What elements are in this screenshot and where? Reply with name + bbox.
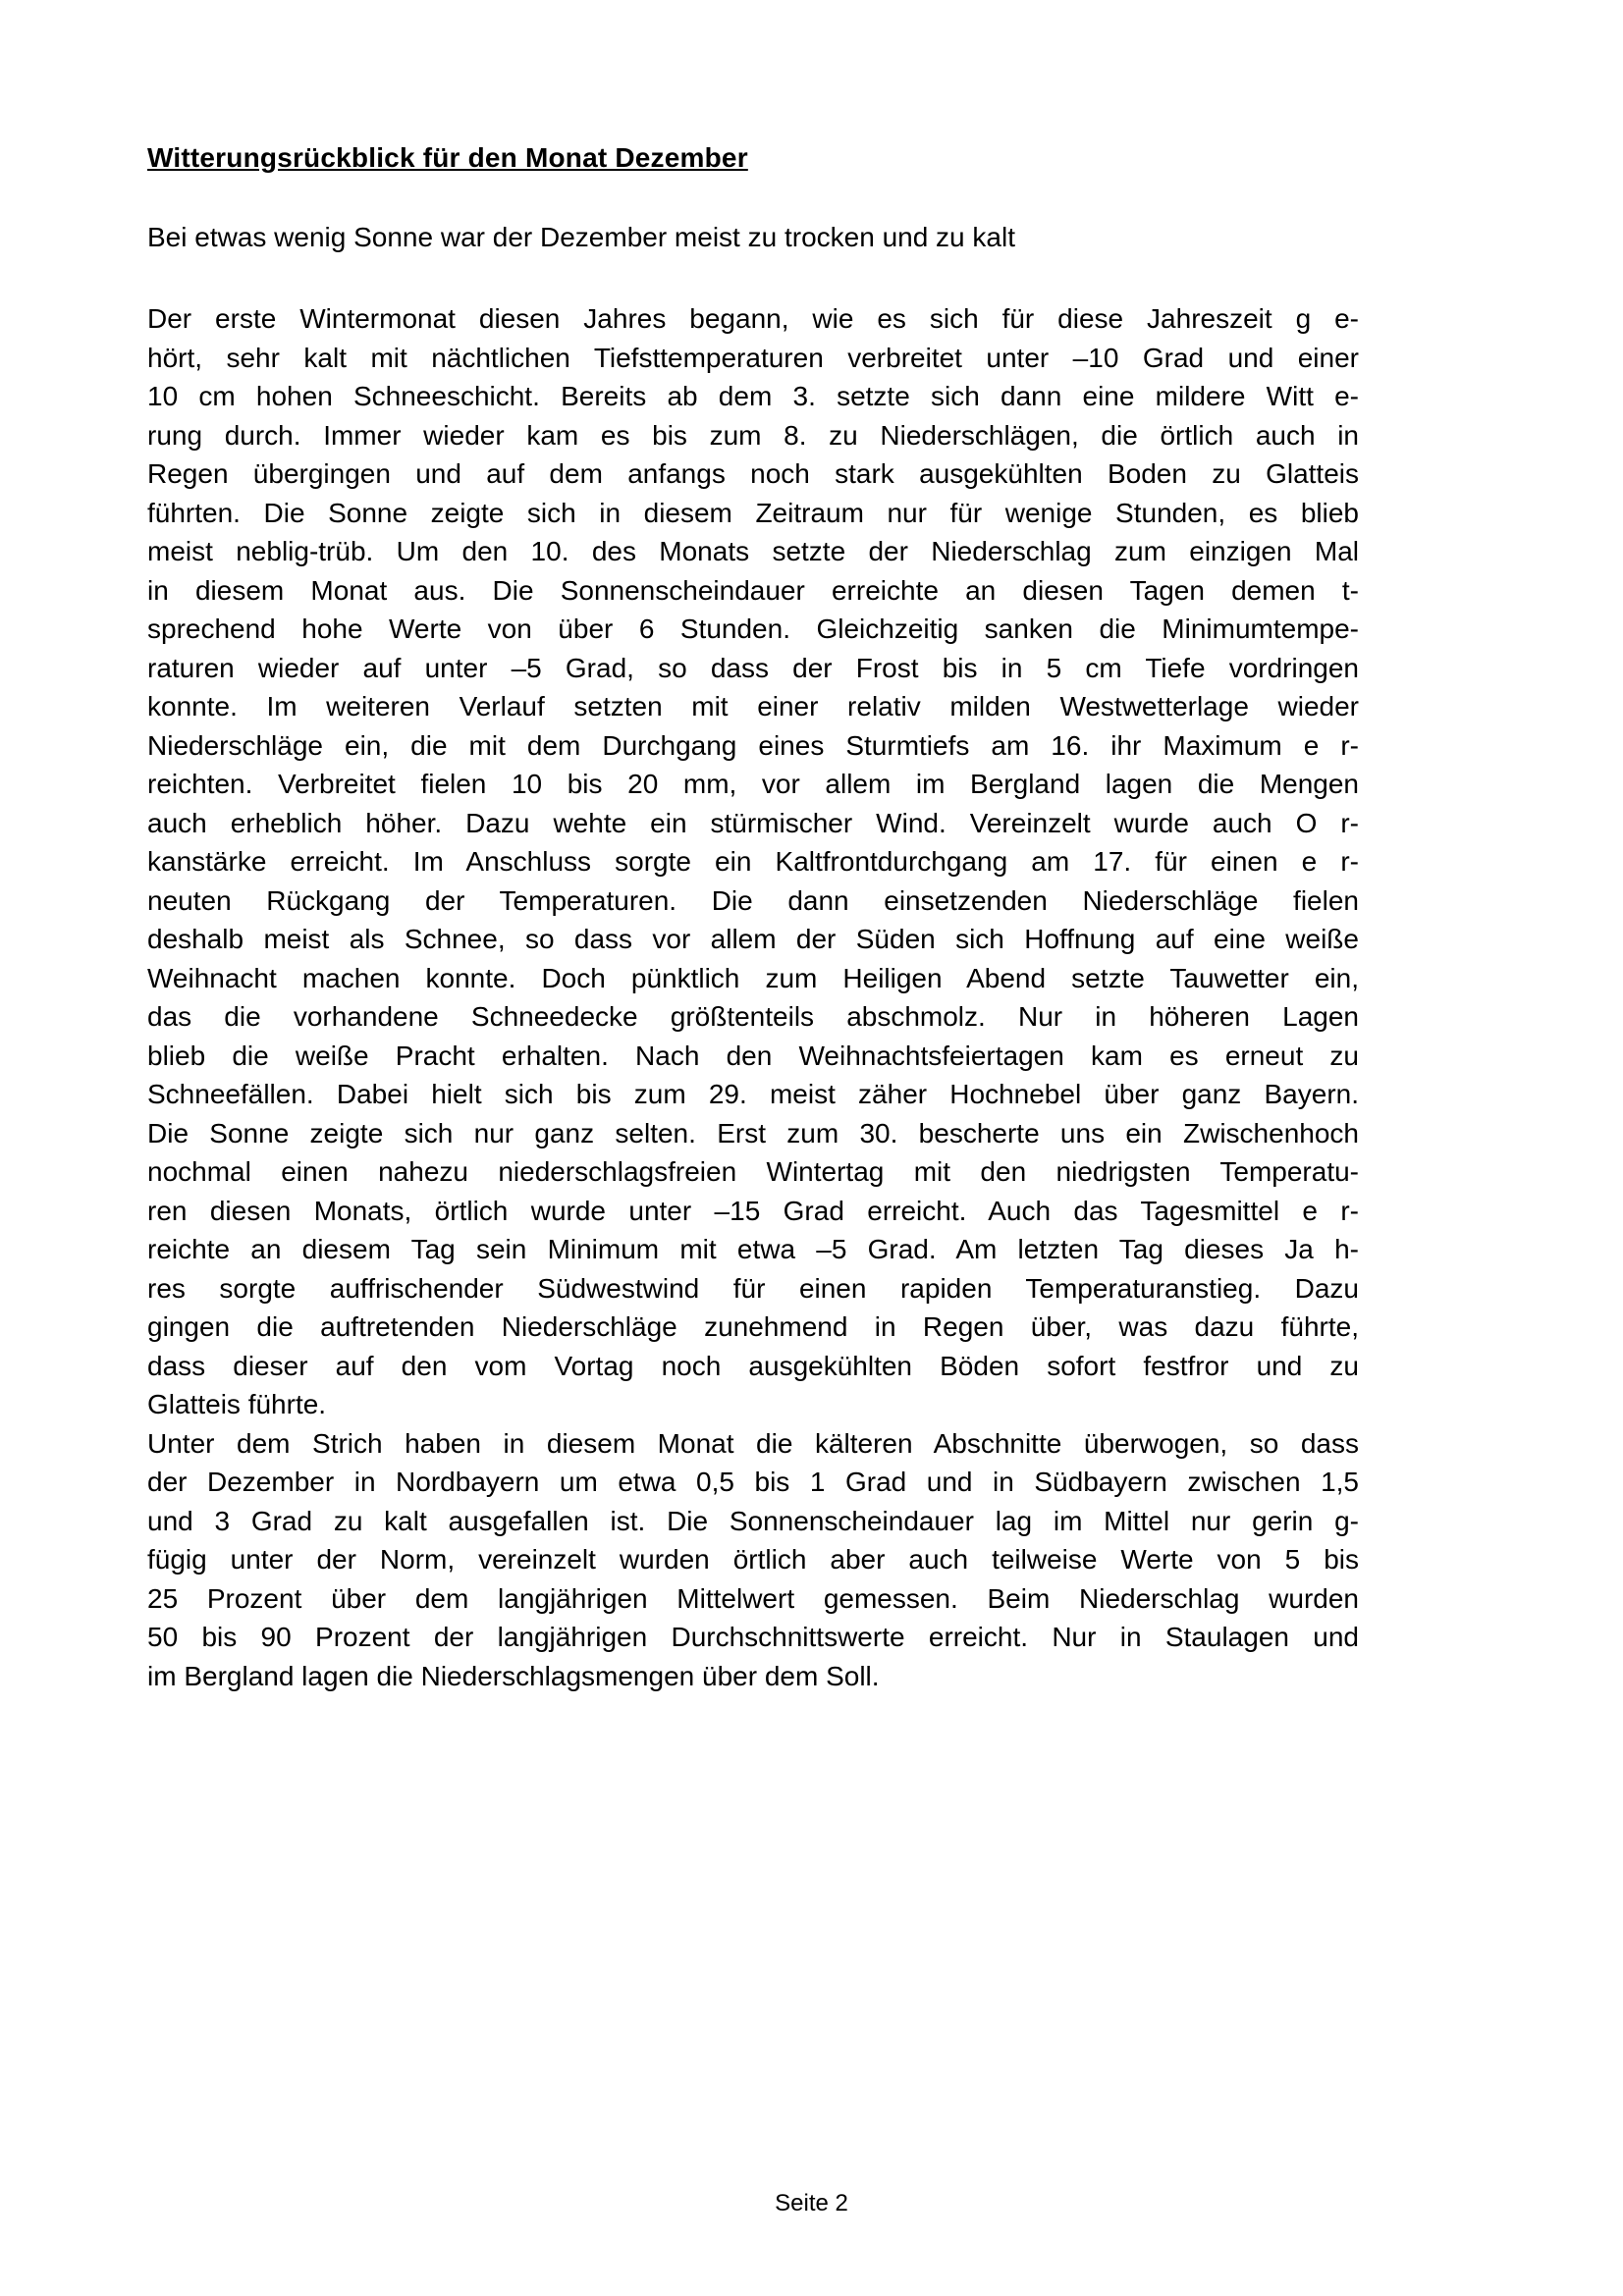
text-line: und 3 Grad zu kalt ausgefallen ist. Die Sonnenscheindauer lag im Mittel nur gerin g-	[147, 1505, 1359, 1536]
text-line: kanstärke erreicht. Im Anschluss sorgte ein Kaltfrontdurchgang am 17. für einen e r-	[147, 846, 1359, 877]
text-line: Der erste Wintermonat diesen Jahres begann, wie es sich für diese Jahreszeit g e-	[147, 303, 1359, 334]
text-line: sprechend hohe Werte von über 6 Stunden. Gleichzeitig sanken die Minimumtempe-	[147, 614, 1359, 644]
text-line: deshalb meist als Schnee, so dass vor allem der Süden sich Hoffnung auf eine weiße	[147, 924, 1359, 954]
text-line: Schneefällen. Dabei hielt sich bis zum 29. meist zäher Hochnebel über ganz Bayern.	[147, 1079, 1359, 1109]
document-body	[147, 299, 1359, 1695]
text-line: im Bergland lagen die Niederschlagsmengen über dem Soll.	[147, 1660, 880, 1691]
text-line: 50 bis 90 Prozent der langjährigen Durchschnittswerte erreicht. Nur in Staulagen und	[147, 1622, 1359, 1652]
text-line: das die vorhandene Schneedecke größtenteils abschmolz. Nur in höheren Lagen	[147, 1001, 1359, 1032]
text-line: 10 cm hohen Schneeschicht. Bereits ab dem 3. setzte sich dann eine mildere Witt e-	[147, 381, 1359, 411]
text-line: rung durch. Immer wieder kam es bis zum 8. zu Niederschlägen, die örtlich auch in	[147, 419, 1359, 451]
text-line: Niederschläge ein, die mit dem Durchgang eines Sturmtiefs am 16. ihr Maximum e r-	[147, 729, 1359, 761]
text-line: gingen die auftretenden Niederschläge zunehmend in Regen über, was dazu führte,	[147, 1311, 1359, 1342]
text-line: Unter dem Strich haben in diesem Monat die kälteren Abschnitte überwogen, so dass	[147, 1427, 1359, 1459]
text-line: dass dieser auf den vom Vortag noch ausgekühlten Böden sofort festfror und zu	[147, 1350, 1359, 1381]
text-line: hört, sehr kalt mit nächtlichen Tiefsttemperaturen verbreitet unter –10 Grad und einer	[147, 342, 1359, 373]
text-line: Weihnacht machen konnte. Doch pünktlich zum Heiligen Abend setzte Tauwetter ein,	[147, 962, 1359, 993]
text-line: Regen übergingen und auf dem anfangs noch stark ausgekühlten Boden zu Glatteis	[147, 458, 1359, 489]
text-line: raturen wieder auf unter –5 Grad, so dass der Frost bis in 5 cm Tiefe vordringen	[147, 652, 1359, 683]
text-line: der Dezember in Nordbayern um etwa 0,5 bis 1 Grad und in Südbayern zwischen 1,5	[147, 1467, 1359, 1497]
text-line: 25 Prozent über dem langjährigen Mittelwert gemessen. Beim Niederschlag wurden	[147, 1582, 1359, 1614]
text-line: res sorgte auffrischender Südwestwind für einen rapiden Temperaturanstieg. Dazu	[147, 1272, 1359, 1304]
text-line: auch erheblich höher. Dazu wehte ein stürmischer Wind. Vereinzelt wurde auch O r-	[147, 807, 1359, 838]
text-line: nochmal einen nahezu niederschlagsfreien Wintertag mit den niedrigsten Temperatu-	[147, 1156, 1359, 1187]
paragraph-1	[147, 299, 1359, 1424]
text-line: konnte. Im weiteren Verlauf setzten mit einer relativ milden Westwetterlage wieder	[147, 691, 1359, 721]
page-subtitle: Bei etwas wenig Sonne war der Dezember meist zu trocken und zu kalt	[147, 222, 1015, 252]
text-line: meist neblig-trüb. Um den 10. des Monats setzte der Niederschlag zum einzigen Mal	[147, 536, 1359, 566]
text-line: führten. Die Sonne zeigte sich in diesem Zeitraum nur für wenige Stunden, es blieb	[147, 497, 1359, 528]
page-number: Seite 2	[775, 2190, 848, 2216]
page-title: Witterungsrückblick für den Monat Dezember	[147, 142, 748, 173]
paragraph-2	[147, 1424, 1359, 1696]
text-line: reichte an diesem Tag sein Minimum mit etwa –5 Grad. Am letzten Tag dieses Ja h-	[147, 1234, 1359, 1264]
text-line: Die Sonne zeigte sich nur ganz selten. Erst zum 30. bescherte uns ein Zwischenhoch	[147, 1117, 1359, 1148]
text-line: in diesem Monat aus. Die Sonnenscheindauer erreichte an diesen Tagen demen t-	[147, 574, 1359, 606]
text-line: fügig unter der Norm, vereinzelt wurden örtlich aber auch teilweise Werte von 5 bis	[147, 1544, 1359, 1575]
text-line: Glatteis führte.	[147, 1389, 327, 1419]
text-line: blieb die weiße Pracht erhalten. Nach den Weihnachtsfeiertagen kam es erneut zu	[147, 1040, 1359, 1071]
text-line: reichten. Verbreitet fielen 10 bis 20 mm, vor allem im Bergland lagen die Mengen	[147, 769, 1359, 799]
text-line: neuten Rückgang der Temperaturen. Die dann einsetzenden Niederschläge fielen	[147, 884, 1359, 916]
text-line: ren diesen Monats, örtlich wurde unter –15 Grad erreicht. Auch das Tagesmittel e r-	[147, 1195, 1359, 1226]
